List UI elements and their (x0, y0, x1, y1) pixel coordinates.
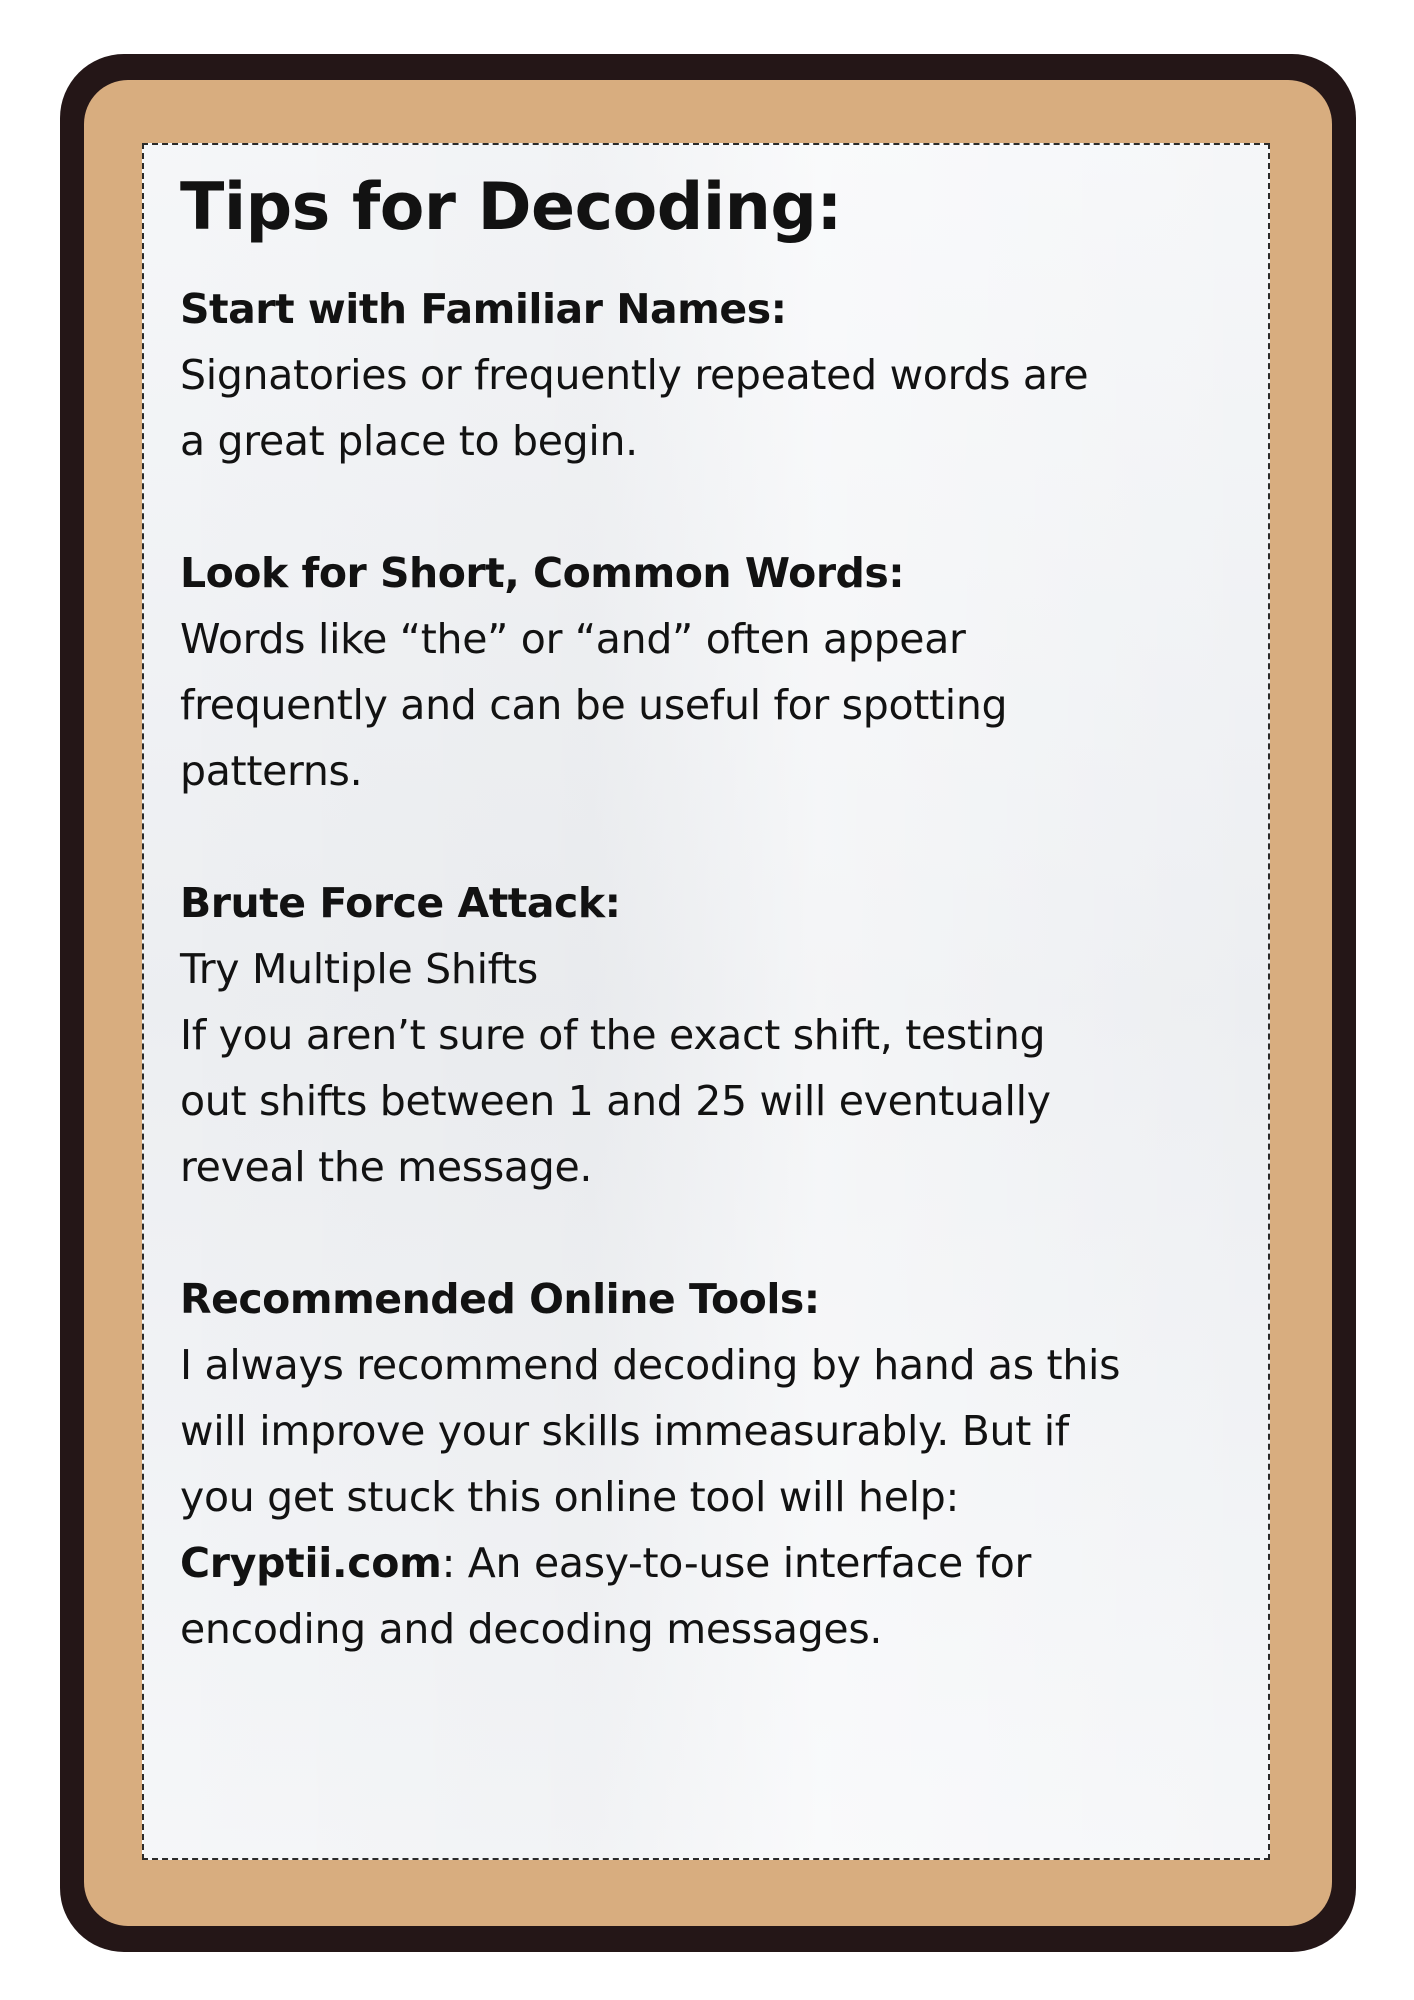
section-text-line: out shifts between 1 and 25 will eventually (180, 1077, 1051, 1125)
section-familiar-names (180, 276, 1250, 474)
section-text-line: will improve your skills immeasurably. But if (180, 1407, 1069, 1455)
section-text-line: encoding and decoding messages. (180, 1605, 883, 1653)
section-heading: Recommended Online Tools: (180, 1275, 820, 1323)
section-heading: Brute Force Attack: (180, 879, 621, 927)
section-brute-force (180, 870, 1250, 1200)
section-common-words (180, 540, 1250, 804)
section-text-line: If you aren’t sure of the exact shift, testing (180, 1011, 1046, 1059)
tips-content (180, 168, 1250, 1728)
section-text-line: patterns. (180, 747, 363, 795)
section-text-line: a great place to begin. (180, 417, 638, 465)
section-heading: Look for Short, Common Words: (180, 549, 905, 597)
section-text-line: Try Multiple Shifts (180, 945, 538, 993)
section-online-tools (180, 1266, 1250, 1662)
section-text-line: Words like “the” or “and” often appear (180, 615, 966, 663)
section-text-line: reveal the message. (180, 1143, 593, 1191)
tool-line (180, 1530, 1250, 1596)
section-text-line: you get stuck this online tool will help: (180, 1473, 959, 1521)
tool-description: : An easy-to-use interface for (441, 1539, 1032, 1587)
section-text-line: Signatories or frequently repeated words are (180, 351, 1089, 399)
section-text-line: frequently and can be useful for spotting (180, 681, 1008, 729)
section-heading: Start with Familiar Names: (180, 285, 787, 333)
section-text-line: I always recommend decoding by hand as this (180, 1341, 1121, 1389)
page-title: Tips for Decoding: (180, 170, 842, 245)
tool-name: Cryptii.com (180, 1539, 442, 1587)
